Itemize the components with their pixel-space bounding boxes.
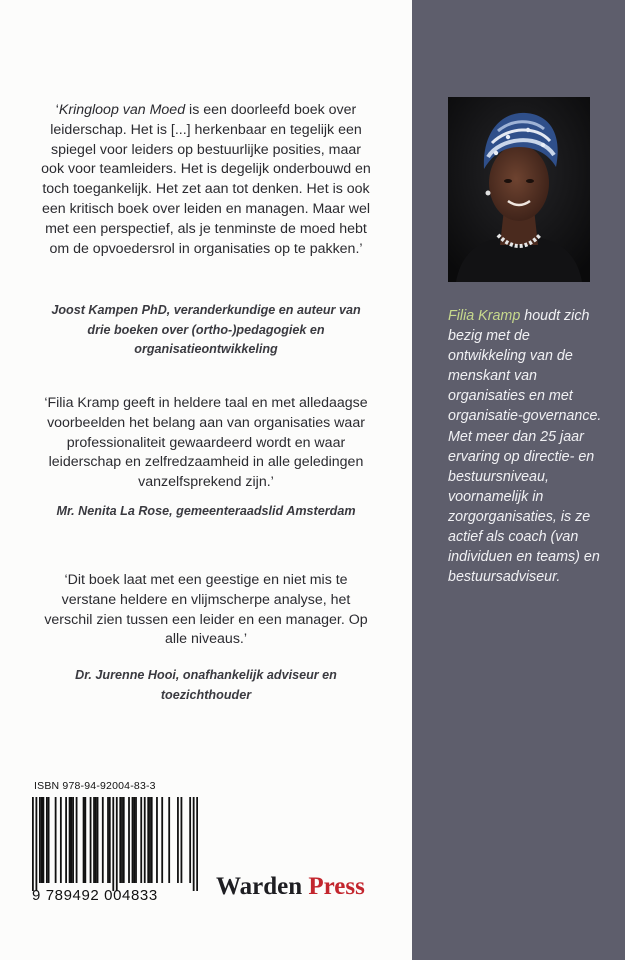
barcode-bar (193, 797, 195, 891)
quote-2-attribution: Mr. Nenita La Rose, gemeenteraadslid Amsterdam (56, 504, 356, 518)
author-bio-text: houdt zich bezig met de ontwikkeling van de menskant van organisaties en met organisatie-governance. Met meer dan 25 jaar ervaring op directie- en bestuursniveau, voornamelijk in zorgorganisaties, is ze actief als coach (van individuen en teams) en bestuursadviseur. (448, 308, 602, 586)
barcode-bar (32, 797, 34, 891)
author-bio (448, 306, 608, 587)
barcode-bar (65, 797, 67, 883)
barcode-bar (70, 797, 72, 883)
barcode-bar (121, 797, 123, 883)
barcode-bar (97, 797, 99, 883)
barcode-bar (39, 797, 41, 883)
barcode-bar (55, 797, 57, 883)
barcode-bar (119, 797, 121, 883)
barcode-bar (123, 797, 125, 883)
portrait-image (448, 97, 590, 282)
barcode-bar (76, 797, 78, 883)
barcode-bar (181, 797, 183, 883)
barcode-bar (168, 797, 170, 883)
barcode-bar (41, 797, 43, 883)
publisher-logo (216, 873, 365, 901)
barcode-bar (133, 797, 135, 883)
barcode-bar (109, 797, 111, 883)
barcode-bar (72, 797, 74, 883)
barcode-bar (161, 797, 163, 883)
barcode (32, 797, 198, 891)
barcode-bar (95, 797, 97, 883)
barcode-bar (177, 797, 179, 883)
quote-1-attribution: Joost Kampen PhD, veranderkundige en auteur van drie boeken over (ortho-)pedagogiek en organisatieontwikkeling (51, 303, 361, 356)
isbn-label: ISBN 978-94-92004-83-3 (34, 780, 156, 792)
barcode-bar (140, 797, 142, 883)
barcode-bar (48, 797, 50, 883)
quote-1-text: is een doorleefd boek over leiderschap. Het is [...] herkenbaar en tegelijk een spiegel voor leiders op bestuurlijke posities, maar ook voor teamleiders. Het is degelijk onderbouwd en toch toegankelijk. Het zet aan tot denken. Het is ook een kritisch boek over leiden en managen. Maar wel met een perspectief, als je tenminste de moed hebt om de opvoedersrol in organisaties op te pakken.’ (41, 102, 371, 257)
barcode-bar (156, 797, 158, 883)
author-name: Filia Kramp (448, 308, 521, 324)
barcode-digits: 9 789492 004833 (32, 887, 158, 904)
barcode-bar (144, 797, 146, 883)
barcode-bar (132, 797, 134, 883)
review-quote-3: ‘Dit boek laat met een geestige en niet mis te verstane heldere en vlijmscherpe analyse, het verschil zien tussen een leider en een manager. Op alle niveaus.’ (44, 572, 368, 648)
barcode-bar (196, 797, 198, 891)
barcode-bar (147, 797, 149, 883)
barcode-bar (90, 797, 92, 883)
book-title: Kringloop van Moed (58, 102, 186, 118)
barcode-bar (69, 797, 71, 883)
barcode-bar (83, 797, 85, 883)
barcode-bar (116, 797, 118, 891)
barcode-bar (35, 797, 37, 891)
barcode-bar (46, 797, 48, 883)
barcode-bar (135, 797, 137, 883)
barcode-bar (112, 797, 114, 891)
publisher-name-part2: Press (308, 873, 365, 900)
publisher-name-part1: Warden (216, 873, 303, 900)
barcode-bar (102, 797, 104, 883)
author-portrait (448, 97, 590, 282)
barcode-bar (93, 797, 95, 883)
barcode-bar (84, 797, 86, 883)
quote-3-attribution: Dr. Jurenne Hooi, onafhankelijk adviseur en toezichthouder (75, 668, 337, 702)
barcode-bar (42, 797, 44, 883)
barcode-bar (151, 797, 153, 883)
review-quote-1: ‘Kringloop van Moed is een doorleefd boek over leiderschap. Het is [...] herkenbaar en tegelijk een spiegel voor leiders op bestuurlijke posities, maar ook voor teamleiders. Het is degelijk onderbouwd en toch toegankelijk. Het zet aan tot denken. Het is ook een kritisch boek over leiden en managen. Maar wel met een perspectief, als je tenminste de moed hebt om de opvoedersrol in organisaties op te pakken.’ (41, 102, 371, 257)
barcode-bar (149, 797, 151, 883)
review-quote-2: ‘Filia Kramp geeft in heldere taal en met alledaagse voorbeelden het belang aan van organisaties waar professionaliteit gewaardeerd wordt en waar leiderschap en zelfredzaamheid in alle geledingen vanzelfsprekend zijn.’ (44, 395, 368, 491)
barcode-bar (60, 797, 62, 883)
barcode-bar (128, 797, 130, 883)
barcode-bar (107, 797, 109, 883)
barcode-bar (189, 797, 191, 883)
